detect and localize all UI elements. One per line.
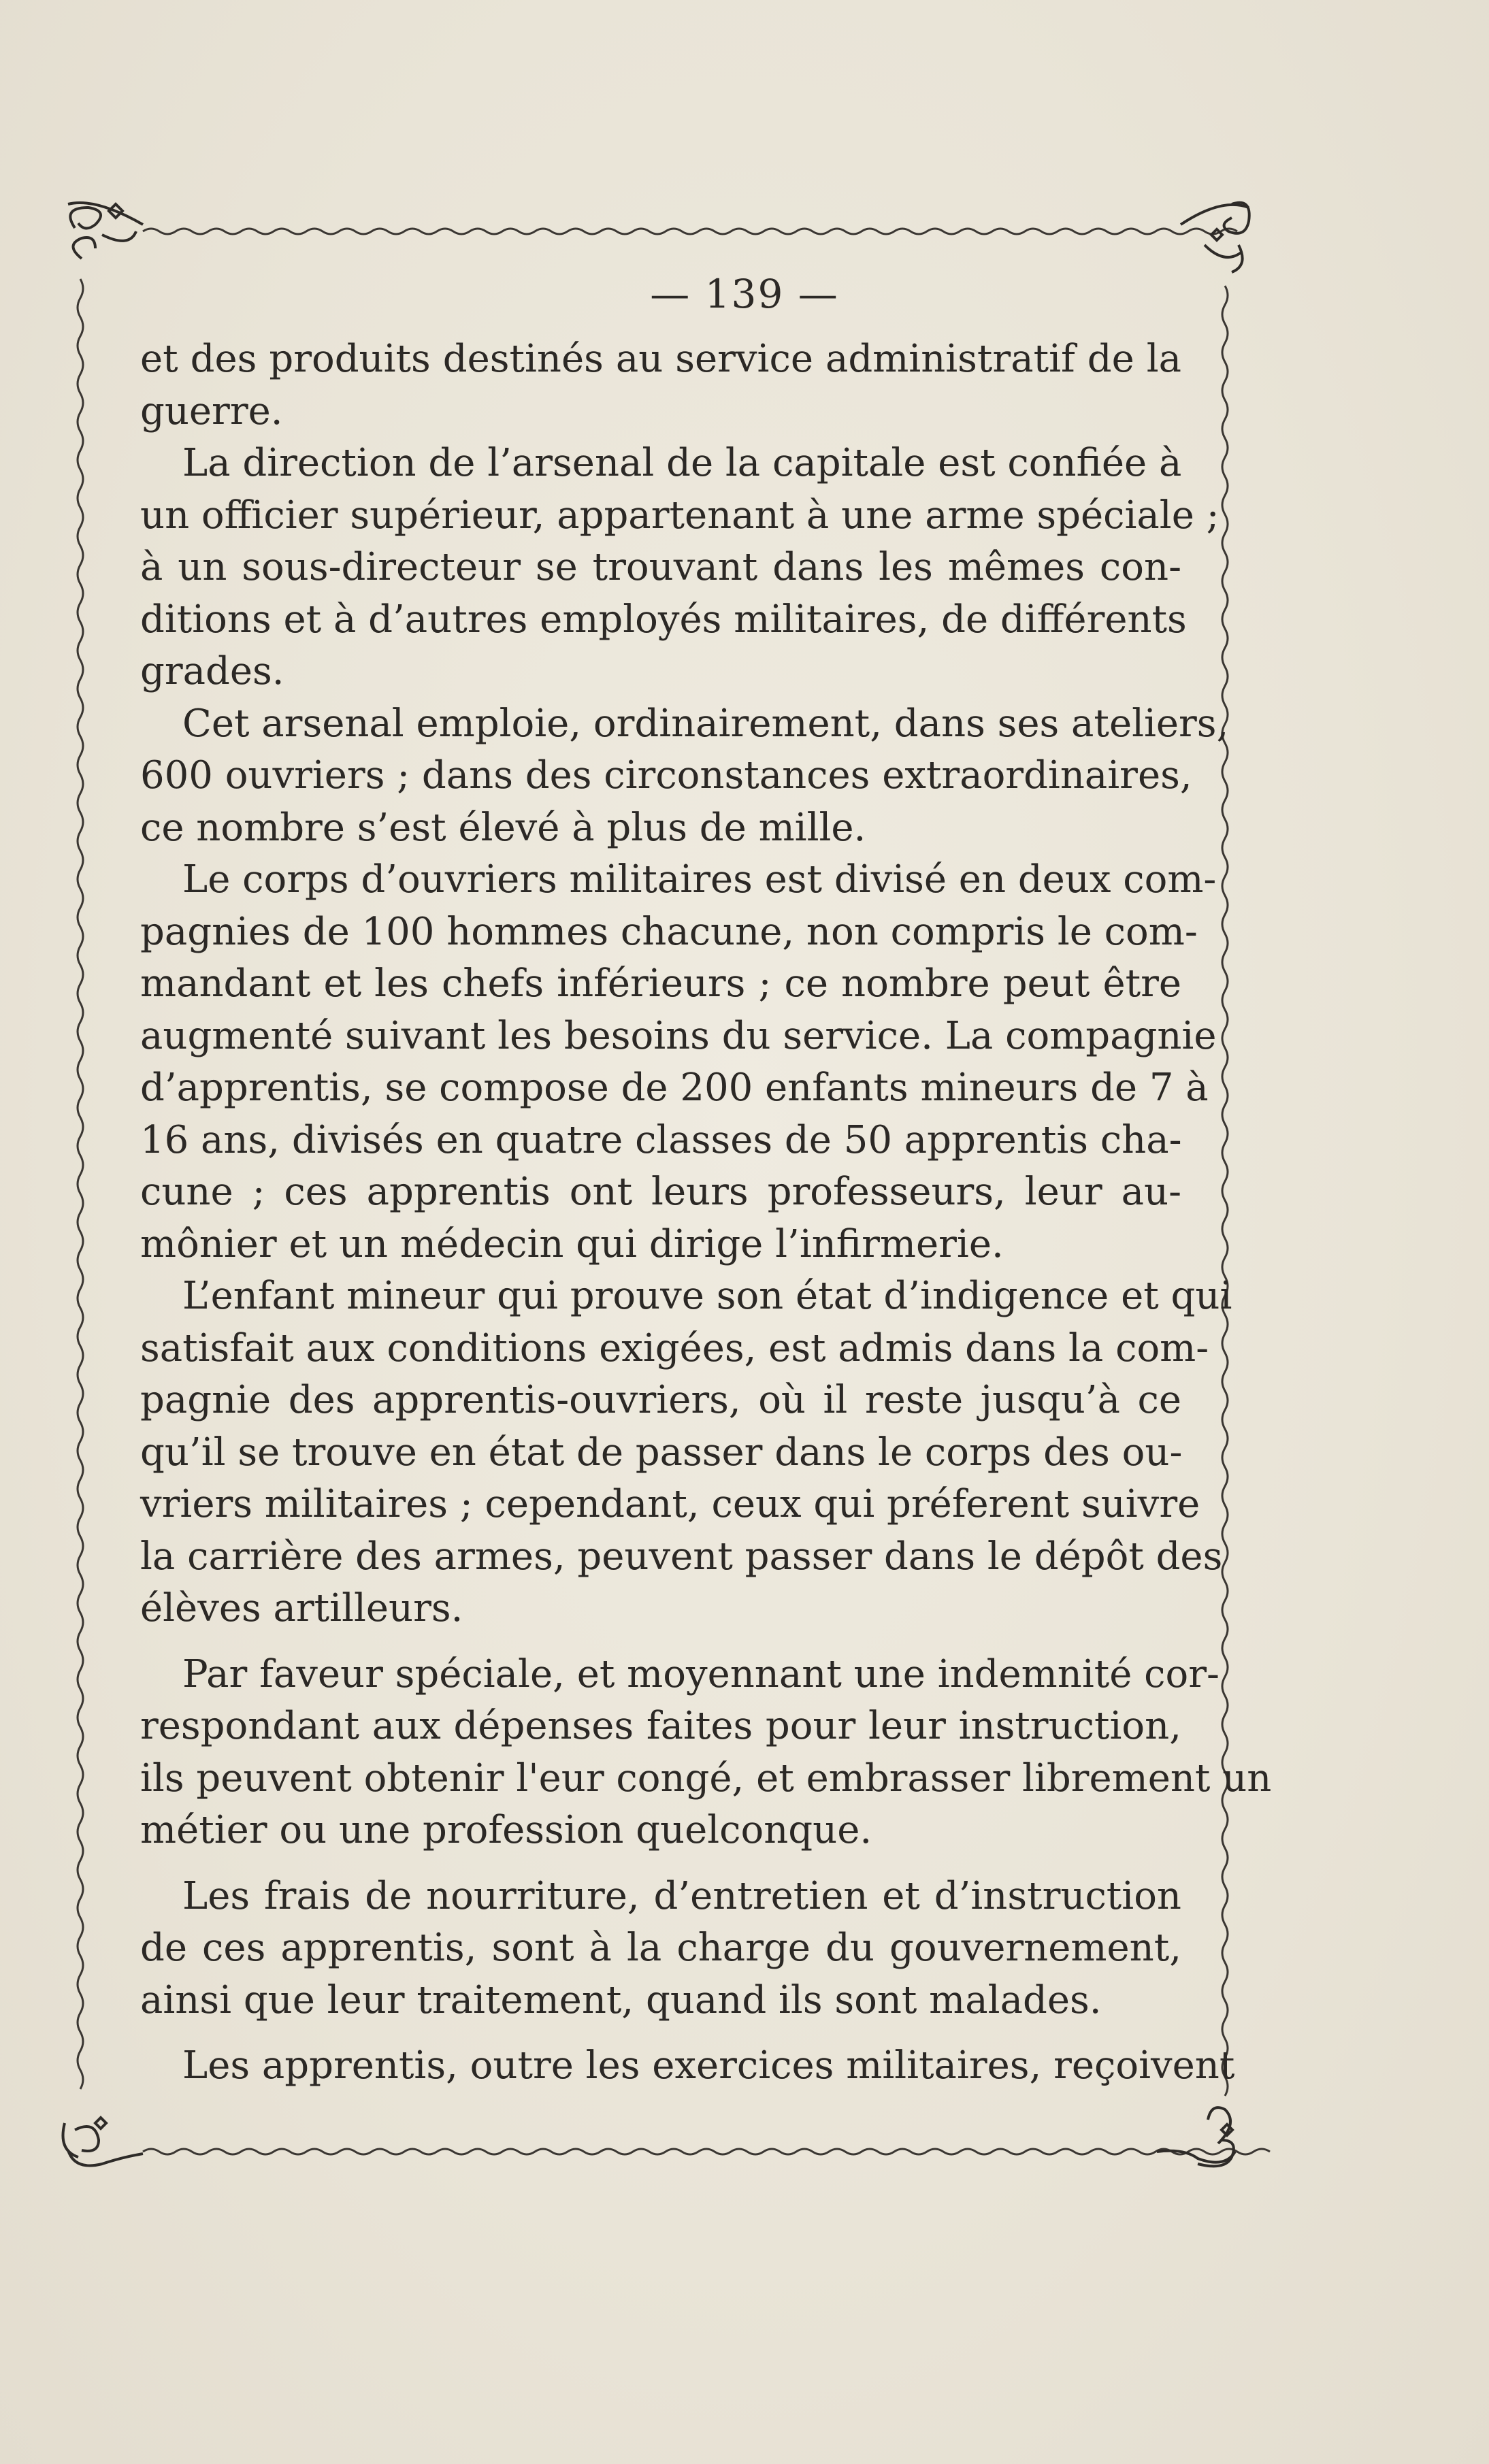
right-wavy-rule [1222, 286, 1228, 2096]
text-line: augmenté suivant les besoins du service. La compagnie [140, 1013, 1217, 1058]
text-line: Par faveur spéciale, et moyennant une indemnité cor- [182, 1652, 1220, 1696]
text-line: la carrière des armes, peuvent passer dans le dépôt des [140, 1534, 1223, 1579]
corner-ornament-bottom-left [63, 2118, 144, 2166]
left-wavy-rule [78, 279, 83, 2089]
text-line: mandant et les chefs inférieurs ; ce nombre peut être [140, 962, 1181, 1006]
text-line: élèves artilleurs. [140, 1586, 463, 1630]
text-line: Les apprentis, outre les exercices militaires, reçoivent [182, 2043, 1235, 2088]
bottom-wavy-rule [143, 2149, 1270, 2154]
text-line: mônier et un médecin qui dirige l’infirmerie. [140, 1221, 1004, 1266]
page-number: — 139 — [650, 271, 839, 317]
text-line: pagnie des apprentis-ouvriers, où il reste jusqu’à ce [140, 1378, 1181, 1422]
text-line: Le corps d’ouvriers militaires est divisé en deux com- [182, 857, 1217, 902]
text-line: ainsi que leur traitement, quand ils sont malades. [140, 1977, 1102, 2022]
text-line: qu’il se trouve en état de passer dans le corps des ou- [140, 1430, 1183, 1475]
text-line: ditions et à d’autres employés militaires, de différents [140, 597, 1187, 642]
text-line: de ces apprentis, sont à la charge du gouvernement, [140, 1926, 1181, 1970]
text-line: guerre. [140, 389, 283, 433]
text-line: et des produits destinés au service administratif de la [140, 337, 1181, 381]
text-line: ce nombre s’est élevé à plus de mille. [140, 805, 866, 850]
text-line: 600 ouvriers ; dans des circonstances extraordinaires, [140, 753, 1192, 798]
text-line: satisfait aux conditions exigées, est admis dans la com- [140, 1326, 1209, 1370]
top-wavy-rule [143, 229, 1237, 234]
text-line: à un sous-directeur se trouvant dans les mêmes con- [140, 545, 1181, 589]
corner-ornament-bottom-right [1157, 2107, 1235, 2166]
text-line: ils peuvent obtenir l'eur congé, et embrasser librement un [140, 1756, 1272, 1801]
text-line: d’apprentis, se compose de 200 enfants mineurs de 7 à [140, 1066, 1209, 1110]
text-line: grades. [140, 649, 284, 693]
corner-ornament-top-right [1181, 203, 1249, 272]
text-line: Les frais de nourriture, d’entretien et d’instruction [182, 1873, 1181, 1918]
corner-ornament-top-left [68, 203, 143, 259]
text-line: Cet arsenal emploie, ordinairement, dans ses ateliers, [182, 701, 1229, 746]
text-line: 16 ans, divisés en quatre classes de 50 apprentis cha- [140, 1117, 1182, 1162]
text-line: vriers militaires ; cependant, ceux qui préferent suivre [140, 1482, 1200, 1526]
text-line: métier ou une profession quelconque. [140, 1808, 872, 1852]
text-line: La direction de l’arsenal de la capitale est confiée à [182, 441, 1182, 485]
body-text [140, 333, 1272, 2092]
text-line: un officier supérieur, appartenant à une arme spéciale ; [140, 493, 1220, 538]
text-line: pagnies de 100 hommes chacune, non compris le com- [140, 909, 1198, 954]
text-line: L’enfant mineur qui prouve son état d’indigence et qui [182, 1274, 1232, 1318]
text-line: respondant aux dépenses faites pour leur instruction, [140, 1704, 1181, 1748]
text-line: cune ; ces apprentis ont leurs professeurs, leur au- [140, 1170, 1181, 1214]
